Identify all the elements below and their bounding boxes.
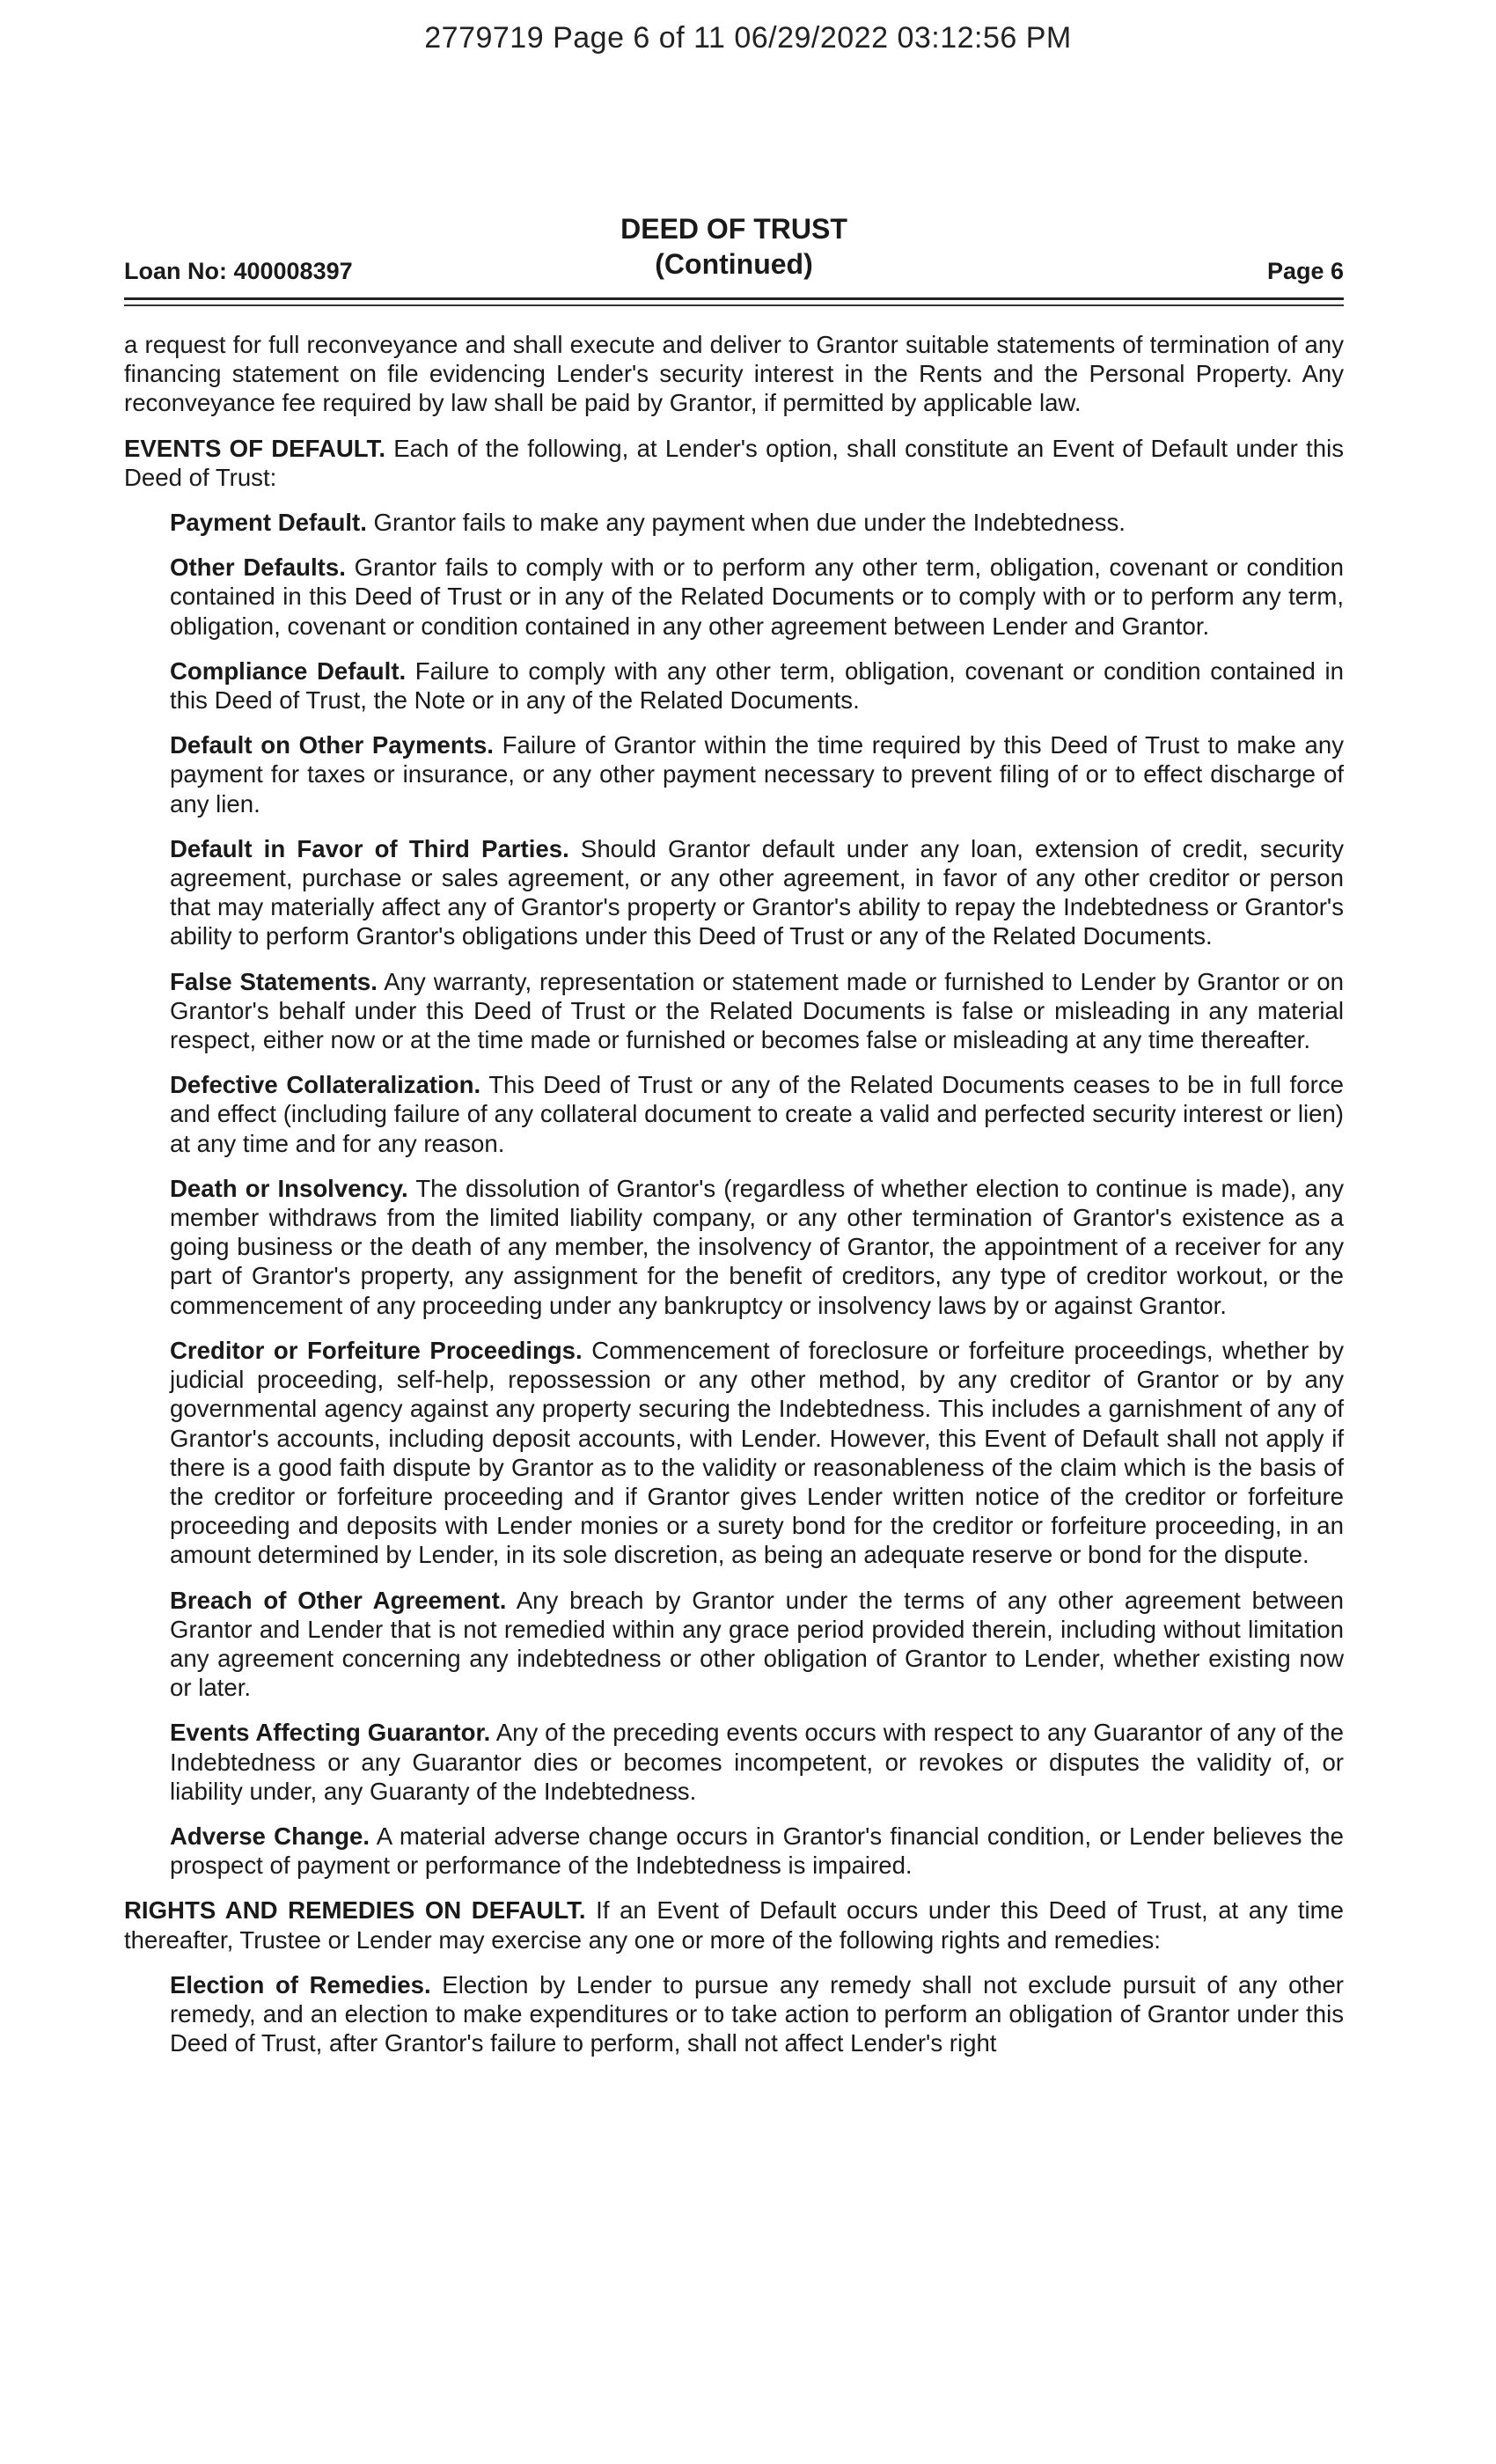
page-number: Page 6	[1266, 258, 1344, 284]
clause-creditor-forfeiture: Creditor or Forfeiture Proceedings. Commencement of foreclosure or forfeiture proceedings, whether by judicial proceeding, self-help, repossession or any other method, by any creditor of Grantor or by any governmental agency against any property securing the Indebtedness. This includes a garnishment of any of Grantor's accounts, including deposit accounts, with Lender. However, this Event of Default shall not apply if there is a good faith dispute by Grantor as to the validity or reasonableness of the claim which is the basis of the creditor or forfeiture proceeding and if Grantor gives Lender written notice of the creditor or forfeiture proceeding and deposits with Lender monies or a surety bond for the creditor or forfeiture proceeding, in an amount determined by Lender, in its sole discretion, as being an adequate reserve or bond for the dispute.	[170, 1336, 1344, 1569]
header-divider-secondary	[124, 304, 1344, 306]
section-heading: RIGHTS AND REMEDIES ON DEFAULT.	[124, 1896, 586, 1925]
clause-adverse-change: Adverse Change. A material adverse change occurs in Grantor's financial condition, or Lender believes the prospect of payment or performance of the Indebtedness is impaired.	[170, 1822, 1344, 1880]
clause-heading: Default on Other Payments.	[170, 731, 494, 759]
clause-compliance-default: Compliance Default. Failure to comply with any other term, obligation, covenant or condition contained in this Deed of Trust, the Note or in any of the Related Documents.	[170, 656, 1344, 715]
document-title-block	[124, 211, 1344, 282]
clause-defective-collateralization: Defective Collateralization. This Deed of Trust or any of the Related Documents ceases to be in full force and effect (including failure of any collateral document to create a valid and perfected security interest or lien) at any time and for any reason.	[170, 1071, 1344, 1157]
clause-default-third-parties: Default in Favor of Third Parties. Should Grantor default under any loan, extension of credit, security agreement, purchase or sales agreement, or any other agreement, in favor of any other creditor or person that may materially affect any of Grantor's property or Grantor's ability to repay the Indebtedness or Grantor's ability to perform Grantor's obligations under this Deed of Trust or any of the Related Documents.	[170, 834, 1344, 950]
loan-number: Loan No: 400008397	[124, 258, 353, 284]
clause-heading: False Statements.	[170, 967, 378, 995]
clause-heading: Adverse Change.	[170, 1822, 370, 1850]
header-divider	[124, 297, 1344, 300]
clause-heading: Payment Default.	[170, 509, 367, 537]
section-heading: EVENTS OF DEFAULT.	[124, 434, 386, 462]
clause-default-other-payments: Default on Other Payments. Failure of Grantor within the time required by this Deed of Trust to make any payment for taxes or insurance, or any other payment necessary to prevent filing of or to effect discharge of any lien.	[170, 731, 1345, 818]
recording-stamp: 2779719 Page 6 of 11 06/29/2022 03:12:56 PM	[424, 21, 1072, 55]
clause-heading: Events Affecting Guarantor.	[170, 1719, 491, 1747]
clause-heading: Defective Collateralization.	[170, 1071, 481, 1099]
document-body	[124, 330, 1344, 2073]
section-rights-and-remedies: RIGHTS AND REMEDIES ON DEFAULT. If an Event of Default occurs under this Deed of Trust, at any time thereafter, Trustee or Lender may exercise any one or more of the following rights and remedies:	[124, 1896, 1344, 1954]
document-header	[124, 211, 1344, 290]
clause-other-defaults: Other Defaults. Grantor fails to comply with or to perform any other term, obligation, covenant or condition contained in this Deed of Trust or in any of the Related Documents or to comply with or to perform any term, obligation, covenant or condition contained in any other agreement between Lender and Grantor.	[170, 554, 1344, 640]
clause-heading: Breach of Other Agreement.	[170, 1586, 507, 1614]
clause-payment-default: Payment Default. Grantor fails to make any payment when due under the Indebtedness.	[170, 509, 1126, 537]
clause-death-or-insolvency: Death or Insolvency. The dissolution of Grantor's (regardless of whether election to continue is made), any member withdraws from the limited liability company, or any other termination of Grantor's existence as a going business or the death of any member, the insolvency of Grantor, the appointment of a receiver for any part of Grantor's property, any assignment for the benefit of creditors, any type of creditor workout, or the commencement of any proceeding under any bankruptcy or insolvency laws by or against Grantor.	[170, 1174, 1345, 1319]
clause-heading: Death or Insolvency.	[170, 1174, 408, 1202]
clause-heading: Election of Remedies.	[170, 1970, 431, 1998]
clause-heading: Compliance Default.	[170, 656, 407, 685]
clause-heading: Creditor or Forfeiture Proceedings.	[170, 1336, 583, 1364]
clause-breach-other-agreement: Breach of Other Agreement. Any breach by Grantor under the terms of any other agreement between Grantor and Lender that is not remedied within any grace period provided therein, including without limitation any agreement concerning any indebtedness or other obligation of Grantor to Lender, whether existing now or later.	[170, 1586, 1344, 1702]
clause-heading: Default in Favor of Third Parties.	[170, 834, 569, 862]
document-subtitle: (Continued)	[655, 248, 813, 280]
clause-false-statements: False Statements. Any warranty, representation or statement made or furnished to Lender by Grantor or on Grantor's behalf under this Deed of Trust or the Related Documents is false or misleading in any material respect, either now or at the time made or furnished or becomes false or misleading at any time thereafter.	[170, 967, 1344, 1054]
section-events-of-default: EVENTS OF DEFAULT. Each of the following, at Lender's option, shall constitute an Event of Default under this Deed of Trust:	[124, 434, 1344, 491]
clause-events-affecting-guarantor: Events Affecting Guarantor. Any of the preceding events occurs with respect to any Guarantor of any of the Indebtedness or any Guarantor dies or becomes incompetent, or revokes or disputes the validity of, or liability under, any Guaranty of the Indebtedness.	[170, 1719, 1344, 1805]
clause-election-of-remedies: Election of Remedies. Election by Lender to pursue any remedy shall not exclude pursuit of any other remedy, and an election to make expenditures or to take action to perform an obligation of Grantor under this Deed of Trust, after Grantor's failure to perform, shall not affect Lender's right	[170, 1970, 1344, 2057]
document-title: DEED OF TRUST	[620, 213, 847, 245]
clause-heading: Other Defaults.	[170, 554, 346, 582]
paragraph-reconveyance: a request for full reconveyance and shall execute and deliver to Grantor suitable statements of termination of any financing statement on file evidencing Lender's security interest in the Rents and the Personal Property. Any reconveyance fee required by law shall be paid by Grantor, if permitted by applicable law.	[124, 331, 1344, 417]
